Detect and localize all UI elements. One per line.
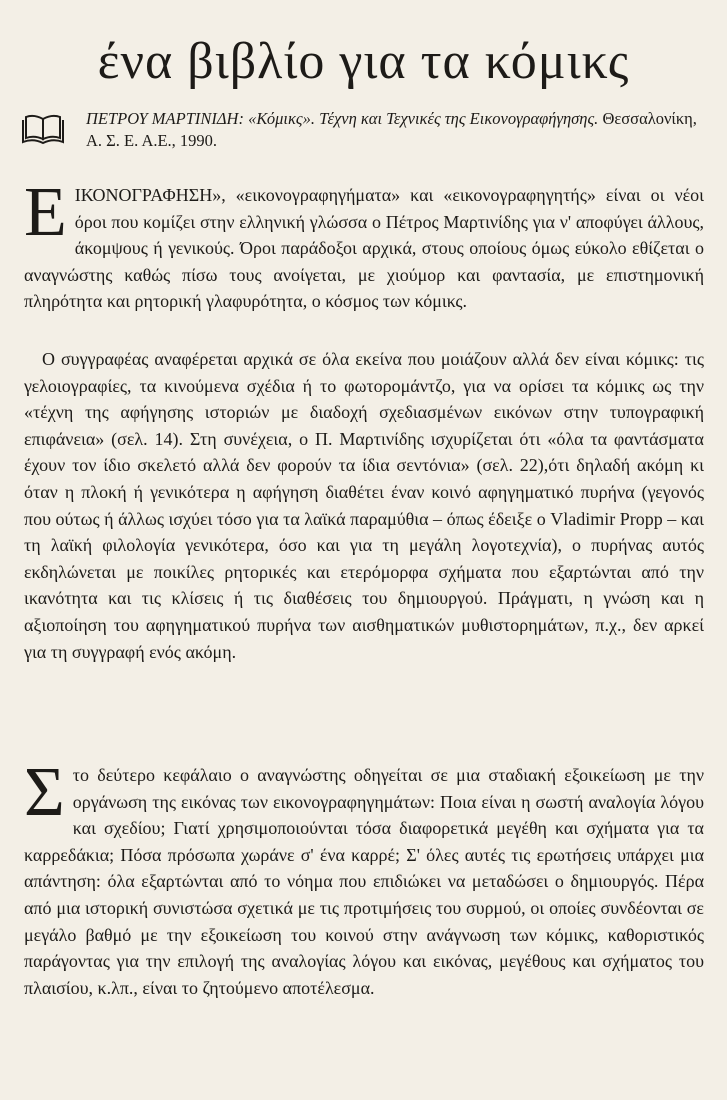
dropcap-3: Σ	[24, 754, 65, 831]
dropcap-1: Ε	[24, 174, 67, 251]
article-title: ένα βιβλίο για τα κόμικς	[97, 33, 630, 90]
book-citation	[86, 108, 706, 152]
paragraph-1	[24, 174, 704, 315]
citation-book-title: «Κόμικς». Τέχνη και Τεχνικές της Εικονογραφήγησης.	[248, 109, 599, 128]
paragraph-3-text: το δεύτερο κεφάλαιο ο αναγνώστης οδηγείται σε μια σταδιακή εξοικείωση με την οργάνωση της εικόνας των εικονογραφηγημάτων: Ποια είναι η σωστή αναλογία λόγου και σχεδίου; Γιατί χρησιμοποιούνται τόσα διαφορετικά μεγέθη και σχήματα για τα καρρεδάκια; Πόσα πρόσωπα χωράνε σ' ένα καρρέ; Σ' όλες αυτές τις ερωτήσεις υπάρχει μια απάντηση: όλα εξαρτώνται από το νόημα που επιδιώκει να μεταδώσει ο δημιουργός. Πέρα από μια ιστορική συνιστώσα σχετικά με τις προτιμήσεις του συρμού, οι οποίες συνδέονται σε μεγάλο βαθμό με την εξοικείωση του κοινού στην ανάγνωση των κόμικς, καθοριστικός παράγοντας για την επιλογή της αναλογίας λόγου και εικόνας, μεγέθους και σχήματος του πλαισίου, κ.λπ., είναι το ζητούμενο αποτέλεσμα.	[24, 765, 704, 998]
paragraph-2-text: Ο συγγραφέας αναφέρεται αρχικά σε όλα εκείνα που μοιάζουν αλλά δεν είναι κόμικς: τις γελοιογραφίες, τα κινούμενα σχέδια ή το φωτορομάντζο, για να ορίσει τα κόμικς ως την «τέχνη της αφήγησης ιστοριών με διαδοχή σχεδιασμένων εικόνων στην τυπογραφική επιφάνεια» (σελ. 14). Στη συνέχεια, ο Π. Μαρτινίδης ισχυρίζεται ότι «όλα τα φαντάσματα έχουν τον ίδιο σκελετό αλλά δεν φορούν τα ίδια σεντόνια» (σελ. 22),ότι δηλαδή ακόμη κι όταν η πλοκή ή γενικότερα η αφήγηση διαθέτει έναν κοινό αφηγηματικό πυρήνα (γεγονός που ούτως ή άλλως ισχύει τόσο για τα λαϊκά παραμύθια – όπως έδειξε ο Vladimir Propp – και τη λαϊκή φιλολογία γενικότερα, όσο και για τη μεγάλη λογοτεχνία), ο πυρήνας αυτός εκδηλώνεται με ποικίλες ρητορικές και ετερόμορφα σχήματα που εξαρτώνται από την ικανότητα και τις κλίσεις ή τις διαθέσεις του δημιουργού. Πράγματι, η γνώση και η αξιοποίηση του αφηγηματικού πυρήνα των αισθηματικών μυθιστορημάτων, π.χ., δεν αρκεί για τη συγγραφή ενός ακόμη.	[24, 349, 704, 662]
open-book-icon	[20, 112, 66, 148]
citation-author: ΠΕΤΡΟΥ ΜΑΡΤΙΝΙΔΗ:	[86, 109, 244, 128]
paragraph-3	[24, 754, 704, 1001]
paragraph-1-text: ΙΚΟΝΟΓΡΑΦΗΣΗ», «εικονογραφηγήματα» και «εικονογραφηγητής» είναι οι νέοι όροι που κομίζει στην ελληνική γλώσσα ο Πέτρος Μαρτινίδης για ν' αποφύγει άλλους, άκομψους ή γενικούς. Όροι παράδοξοι αρχικά, στους οποίους όμως εύκολο εθίζεται ο αναγνώστης καθώς πίσω τους ανοίγεται, με χιούμορ και φαντασία, με επιστημονική πληρότητα και ρητορική γλαφυρότητα, ο κόσμος των κόμικς.	[24, 185, 704, 312]
paragraph-2	[24, 346, 704, 665]
citation-publisher: Θεσσαλονίκη, Α. Σ. Ε. Α.Ε., 1990.	[86, 109, 697, 150]
